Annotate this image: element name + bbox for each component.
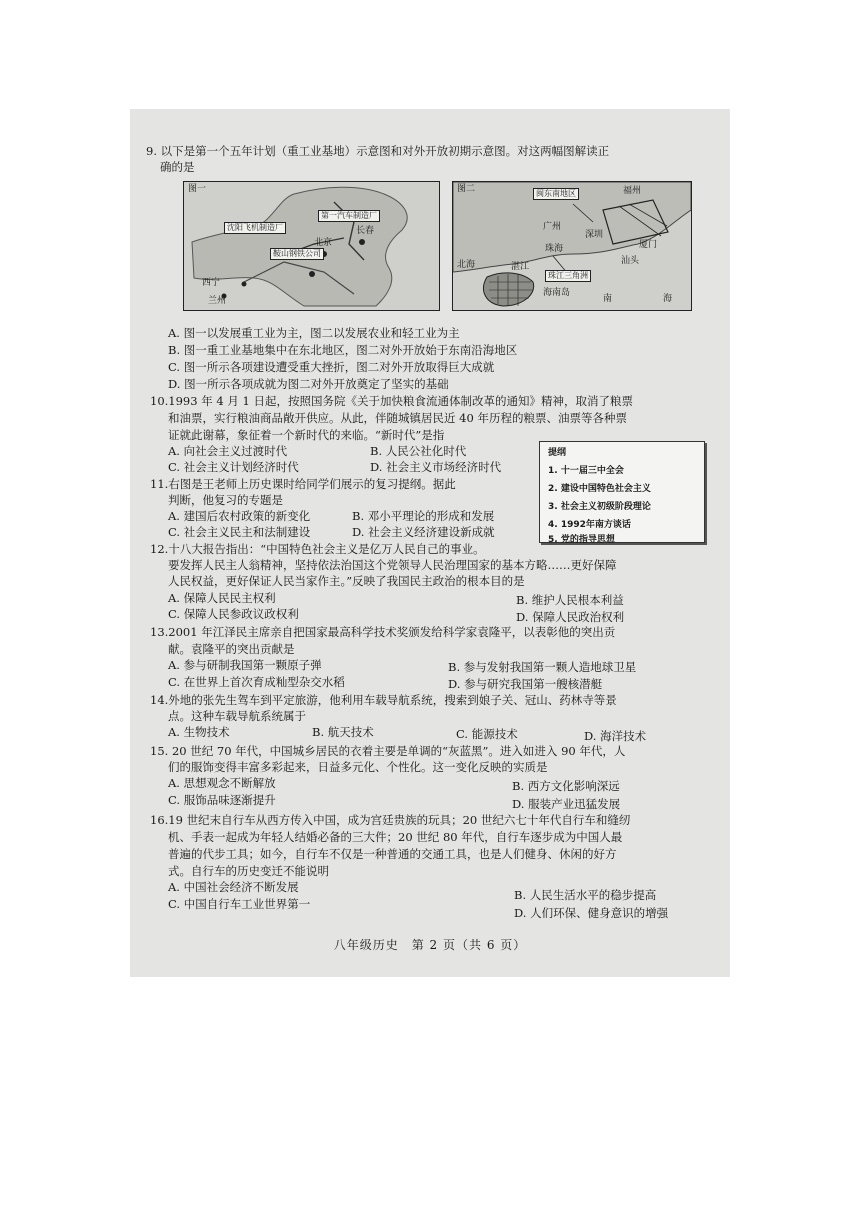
- map-label: 兰州: [208, 296, 227, 306]
- map-label: 厦门: [639, 240, 658, 250]
- question-stem: 证就此谢幕，象征着一个新时代的来临。“新时代”是指: [168, 428, 445, 442]
- question-stem: 们的服饰变得丰富多彩起来，日益多元化、个性化。这一变化反映的实质是: [168, 760, 548, 774]
- question-stem: 机、手表一起成为年轻人结婚必备的三大件；20 世纪 80 年代，自行车逐步成为中国人最: [168, 830, 623, 844]
- outline-item: 5. 党的指导思想: [548, 535, 615, 545]
- option-b[interactable]: B. 图一重工业基地集中在东北地区，图二对外开放始于东南沿海地区: [168, 343, 518, 357]
- question-9: [146, 143, 714, 175]
- map-label: 珠海: [545, 244, 564, 254]
- option-d[interactable]: D. 人们环保、健身意识的增强: [514, 906, 669, 920]
- option-c[interactable]: C. 服饰品味逐渐提升: [168, 793, 276, 807]
- option-a[interactable]: A. 思想观念不断解放: [168, 776, 276, 790]
- question-stem: 和油票，实行粮油商品敞开供应。从此，伴随城镇居民近 40 年历程的粮票、油票等各种票: [168, 411, 627, 425]
- map-label: 珠江三角洲: [545, 270, 591, 282]
- map-label: 长春: [356, 226, 375, 236]
- map-label: 湛江: [511, 262, 530, 272]
- option-c[interactable]: C. 在世界上首次育成籼型杂交水稻: [168, 675, 345, 689]
- map-label: 鞍山钢铁公司: [270, 248, 324, 260]
- outline-item: 4. 1992年南方谈话: [548, 520, 631, 530]
- exam-page: [130, 109, 730, 977]
- option-c[interactable]: C. 社会主义民主和法制建设: [168, 525, 311, 539]
- option-c[interactable]: C. 中国自行车工业世界第一: [168, 897, 311, 911]
- option-c[interactable]: C. 社会主义计划经济时代: [168, 460, 299, 474]
- map-label: 海: [663, 294, 673, 304]
- option-b[interactable]: B. 参与发射我国第一颗人造地球卫星: [448, 660, 637, 674]
- option-d[interactable]: D. 服装产业迅猛发展: [512, 797, 621, 811]
- question-stem: 要发挥人民主人翁精神，坚持依法治国这个党领导人民治理国家的基本方略……更好保障: [168, 558, 617, 572]
- question-stem: 点。这种车载导航系统属于: [168, 709, 306, 723]
- map-label: 深圳: [585, 230, 604, 240]
- question-stem: 献。袁隆平的突出贡献是: [168, 642, 295, 656]
- option-b[interactable]: B. 人民公社化时代: [370, 444, 467, 458]
- question-stem: 11.右图是王老师上历史课时给同学们展示的复习提纲。据此: [150, 477, 456, 491]
- outline-title: 提纲: [548, 448, 567, 458]
- question-stem: 普遍的代步工具；如今，自行车不仅是一种普通的交通工具，也是人们健身、休闲的好方: [168, 847, 617, 861]
- option-a[interactable]: A. 生物技术: [168, 725, 230, 739]
- option-d[interactable]: D. 社会主义市场经济时代: [370, 460, 502, 474]
- map-label: 北海: [457, 260, 476, 270]
- option-b[interactable]: B. 维护人民根本利益: [516, 593, 624, 607]
- option-d[interactable]: D. 参与研究我国第一艘核潜艇: [448, 677, 603, 691]
- option-a[interactable]: A. 参与研制我国第一颗原子弹: [168, 658, 322, 672]
- question-stem: 13.2001 年江泽民主席亲自把国家最高科学技术奖颁发给科学家袁隆平，以表彰他的突出贡: [150, 625, 616, 639]
- question-stem: 人民权益，更好保证人民当家作主。”反映了我国民主政治的根本目的是: [168, 574, 525, 588]
- map-opening-up: [452, 181, 692, 311]
- question-stem: 10.1993 年 4 月 1 日起，按照国务院《关于加快粮食流通体制改革的通知》精神，取消了粮票: [150, 394, 633, 408]
- option-b[interactable]: B. 邓小平理论的形成和发展: [352, 509, 495, 523]
- map-label: 南: [603, 294, 613, 304]
- option-d[interactable]: D. 海洋技术: [584, 729, 647, 743]
- question-stem: 判断，他复习的专题是: [168, 493, 283, 507]
- option-d[interactable]: D. 社会主义经济建设新成就: [352, 525, 495, 539]
- option-d[interactable]: D. 保障人民政治权利: [516, 610, 625, 624]
- option-c[interactable]: C. 能源技术: [456, 727, 518, 741]
- option-a[interactable]: A. 建国后农村政策的新变化: [168, 509, 311, 523]
- map-label: 沈阳飞机制造厂: [224, 222, 286, 234]
- option-a[interactable]: A. 保障人民民主权利: [168, 591, 276, 605]
- option-b[interactable]: B. 西方文化影响深远: [512, 779, 620, 793]
- map-label: 福州: [623, 186, 642, 196]
- map-first-five-year-plan: [183, 181, 440, 311]
- option-a[interactable]: A. 图一以发展重工业为主，图二以发展农业和轻工业为主: [168, 326, 460, 340]
- map-label: 第一汽车制造厂: [318, 210, 380, 222]
- question-stem: 16.19 世纪末自行车从西方传入中国，成为宫廷贵族的玩具；20 世纪六七十年代自行车和缝纫: [150, 813, 631, 827]
- outline-item: 2. 建设中国特色社会主义: [548, 484, 651, 494]
- map-label: 西宁: [202, 278, 221, 288]
- map-label: 闽东南地区: [533, 188, 579, 200]
- question-stem: 确的是: [160, 160, 195, 174]
- option-c[interactable]: C. 保障人民参政议政权利: [168, 607, 299, 621]
- page-footer: 八年级历史 第 2 页（共 6 页）: [333, 938, 527, 952]
- question-stem: 9. 以下是第一个五年计划（重工业基地）示意图和对外开放初期示意图。对这两幅图解读正: [146, 144, 610, 158]
- map-title: 图二: [457, 184, 476, 194]
- map-label: 广州: [543, 222, 562, 232]
- map-label: 北京: [314, 238, 333, 248]
- outline-item: 3. 社会主义初级阶段理论: [548, 502, 651, 512]
- question-stem: 15. 20 世纪 70 年代，中国城乡居民的衣着主要是单调的“灰蓝黑”。进入如进入 90 年代，人: [150, 744, 626, 758]
- option-b[interactable]: B. 人民生活水平的稳步提高: [514, 888, 657, 902]
- question-stem: 12.十八大报告指出：“中国特色社会主义是亿万人民自己的事业。: [150, 542, 485, 556]
- option-d[interactable]: D. 图一所示各项成就为图二对外开放奠定了坚实的基础: [168, 377, 449, 391]
- outline-item: 1. 十一届三中全会: [548, 466, 624, 476]
- question-stem: 式。自行车的历史变迁不能说明: [168, 864, 329, 878]
- map-label: 汕头: [621, 256, 640, 266]
- option-a[interactable]: A. 中国社会经济不断发展: [168, 880, 299, 894]
- option-b[interactable]: B. 航天技术: [312, 725, 374, 739]
- map-label: 海南岛: [543, 288, 571, 298]
- map-title: 图一: [188, 184, 207, 194]
- review-outline: [539, 441, 705, 543]
- option-a[interactable]: A. 向社会主义过渡时代: [168, 444, 288, 458]
- map-one-drawing: [184, 182, 439, 310]
- question-stem: 14.外地的张先生驾车到平定旅游，他利用车载导航系统，搜索到娘子关、冠山、药林寺等景: [150, 693, 617, 707]
- option-c[interactable]: C. 图一所示各项建设遭受重大挫折，图二对外开放取得巨大成就: [168, 360, 495, 374]
